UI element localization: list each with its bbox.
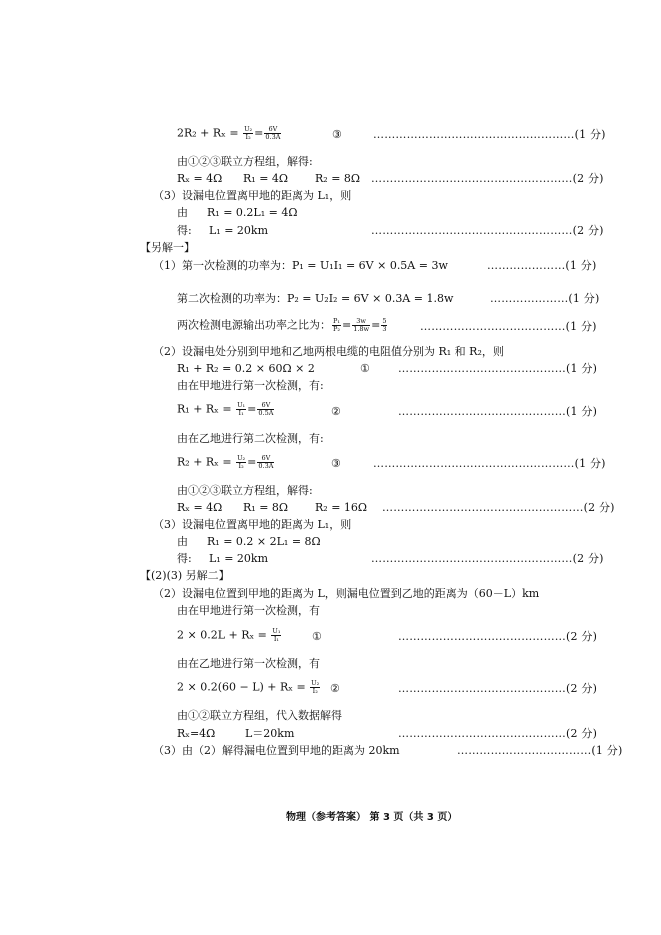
fraction [243,126,253,141]
numerator: 6V [257,455,274,463]
numerator: U₂ [237,454,246,462]
result-r2: R₂ = 16Ω [315,501,368,514]
equation-2: R₁ + Rₓ = $\frac{\text{U₁}}{\text{I₁}}$ = $\frac{6V}{0.5A}$ [177,401,274,417]
denominator: I₁ [238,409,244,417]
denominator: 1.8w [353,325,370,333]
equation-3b: R₂ + Rₓ = $\frac{\text{U₂}}{\text{I₂}}$ = $\frac{6V}{0.3A}$ [177,454,274,470]
equation-marker: ② [331,405,341,418]
score-dots: ………………………………………(2 分) [398,727,598,740]
equation-2b [177,680,321,695]
score-dots: ………………………………………………(2 分) [371,172,604,185]
equation: R₁ = 0.2L₁ = 4Ω [207,206,298,219]
result-l1: L₁ = 20km [209,552,269,565]
text-line: 由在甲地进行第一次检测，有: [177,379,324,392]
equation: R₁ + R₂ = 0.2 × 60Ω × 2 [177,362,315,375]
label-from: 由 [177,206,188,219]
score-dots: ………………………………………(2 分) [398,630,598,643]
text-line: 由在乙地进行第一次检测，有 [177,657,320,670]
denominator: I₁ [273,635,280,643]
result-l: L＝20km [245,727,295,740]
denominator: I₂ [238,462,244,470]
result-r1: R₁ = 8Ω [243,501,289,514]
score-dots: ………………………………………(1 分) [398,405,598,418]
label-get: 得: [177,224,192,237]
text-line: （2）设漏电位置到甲地的距离为 L，则漏电位置到乙地的距离为（60－L）km [153,587,540,600]
numerator: U₁ [272,627,281,635]
text-line: （2）设漏电处分别到甲地和乙地两根电缆的电阻值分别为 R₁ 和 R₂，则 [153,345,504,358]
denominator: 0.5A [258,409,274,417]
fraction [332,318,341,333]
text-line: 第二次检测的功率为：P₂ = U₂I₂ = 6V × 0.3A = 1.8w [177,292,454,305]
equation-3: 2R₂ + Rₓ = $\frac{\text{U₂}}{\text{I₂}}$ = $\frac{6V}{0.3A}$ [177,125,281,141]
page-footer: 物理（参考答案） 第 3 页（共 3 页） [286,812,458,823]
power-ratio-line: 两次检测电源输出功率之比为： $\frac{\text{P₁}}{\text{P₂}}$ = $\frac{3w}{1.8w}$ = $\frac{5}{3}$ [177,317,387,333]
text-line: 由①②联立方程组，代入数据解得 [177,709,342,722]
denominator: P₂ [333,325,340,333]
label-from: 由 [177,535,188,548]
score-dots: ………………………………………………(1 分) [373,128,606,141]
fraction [352,318,370,333]
score-dots: ………………………………………………(2 分) [371,552,604,565]
fraction [264,126,281,141]
score-dots: …………………(1 分) [487,259,597,272]
numerator: U₁ [237,401,246,409]
text-line: （1）第一次检测的功率为：P₁ = U₁I₁ = 6V × 0.5A = 3w [153,259,448,272]
numerator: 5 [382,317,387,325]
text: 两次检测电源输出功率之比为： [177,318,331,332]
denominator: I₂ [245,133,251,141]
score-dots: ………………………………………(1 分) [398,362,598,375]
section-heading: 【(2)(3) 另解二】 [140,569,230,582]
fraction [381,318,387,333]
numerator: U₂ [244,125,253,133]
result-rx: Rₓ=4Ω [177,727,216,740]
result-rx: Rₓ = 4Ω [177,172,223,185]
numerator: U₂ [311,679,320,687]
result-r2: R₂ = 8Ω [315,172,361,185]
section-heading: 【另解一】 [140,241,195,254]
score-dots: …………………(1 分) [490,292,600,305]
label-get: 得: [177,552,192,565]
text-line: 由①②③联立方程组，解得: [177,155,313,168]
equation-text: 2R₂ + Rₓ = [177,126,239,140]
score-dots: …………………………………(1 分) [420,320,597,333]
denominator: 0.3A [258,462,274,470]
text-line: 由①②③联立方程组，解得: [177,484,313,497]
equation-1 [177,628,282,643]
text-line: （3）设漏电位置离甲地的距离为 L₁，则 [153,189,352,202]
numerator: 3w [352,318,370,326]
text-line: （3）由（2）解得漏电位置到甲地的距离为 20km [153,744,400,757]
equation-marker: ① [360,362,370,375]
score-dots: ………………………………(1 分) [457,744,623,757]
fraction [257,402,274,417]
score-dots: ………………………………………(2 分) [398,682,598,695]
text-line: 由在甲地进行第一次检测，有 [177,604,320,617]
fraction [271,628,281,643]
score-dots: ………………………………………………(2 分) [382,501,615,514]
text-line: 由在乙地进行第二次检测，有: [177,432,324,445]
denominator: 3 [382,325,387,333]
result-l1: L₁ = 20km [209,224,269,237]
numerator: P₁ [333,317,340,325]
fraction [310,680,320,695]
equation-text: 2 × 0.2L + Rₓ = [177,628,267,642]
equation-marker: ③ [331,457,341,470]
numerator: 6V [257,402,274,410]
text-line: （3）设漏电位置离甲地的距离为 L₁，则 [153,518,352,531]
equation-text: R₂ + Rₓ = [177,455,232,469]
equation: R₁ = 0.2 × 2L₁ = 8Ω [207,535,321,548]
fraction [236,455,246,470]
fraction [236,402,246,417]
denominator: I₂ [312,687,318,695]
numerator: 6V [264,126,281,134]
equation-marker: ① [312,630,322,643]
result-r1: R₁ = 4Ω [243,172,289,185]
equation-marker: ③ [332,128,342,141]
fraction [257,455,274,470]
result-rx: Rₓ = 4Ω [177,501,223,514]
score-dots: ………………………………………………(1 分) [373,457,606,470]
score-dots: ………………………………………………(2 分) [371,224,604,237]
denominator: 0.3A [265,133,281,141]
equation-text: R₁ + Rₓ = [177,402,232,416]
equation-text: 2 × 0.2(60 − L) + Rₓ = [177,680,306,694]
equation-marker: ② [330,682,340,695]
